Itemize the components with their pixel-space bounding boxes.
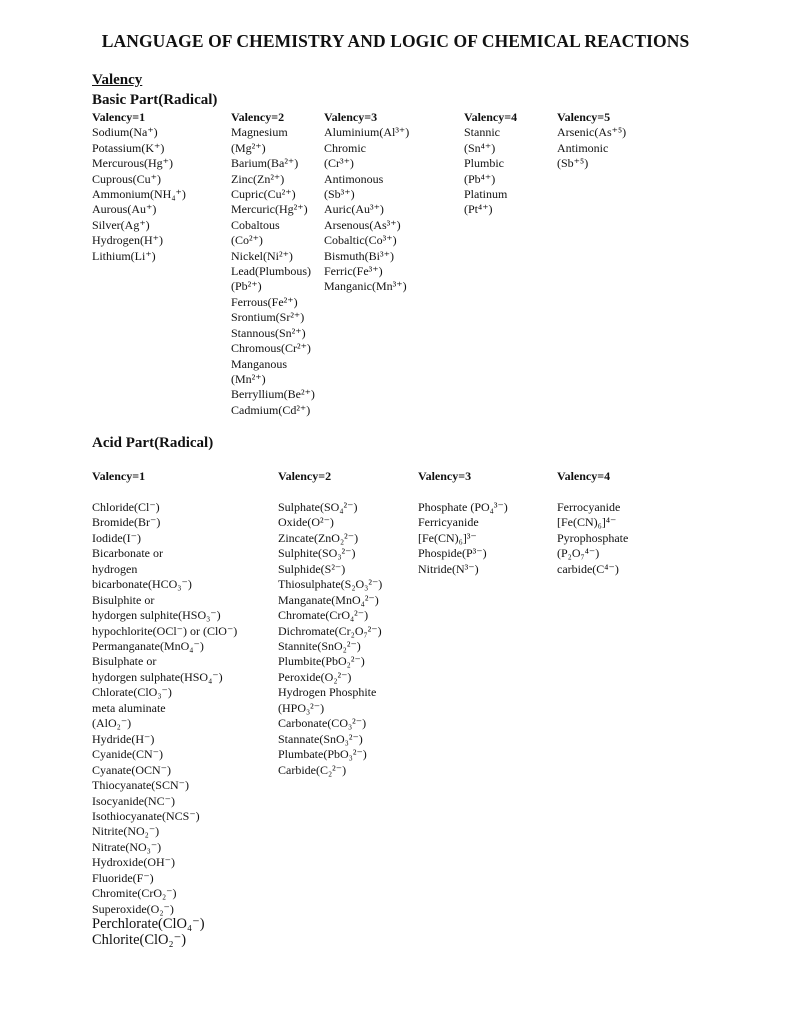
- radical-entry: Plumbate(PbO₃²⁻): [278, 747, 367, 762]
- radical-entry: Bisulphite or: [92, 592, 155, 607]
- radical-entry: Mercuric(Hg²⁺): [231, 202, 308, 217]
- radical-entry: Nitrite(NO₂⁻): [92, 824, 160, 839]
- radical-entry: Phospide(P³⁻): [418, 546, 487, 561]
- radical-entry: Stannite(SnO₂²⁻): [278, 639, 361, 654]
- radical-entry: Chromous(Cr²⁺): [231, 341, 311, 356]
- column-header: Valency=2: [231, 110, 285, 124]
- radical-entry: (Co²⁺): [231, 233, 263, 248]
- column-header: Valency=5: [557, 110, 611, 124]
- radical-entry: Berryllium(Be²⁺): [231, 387, 315, 402]
- radical-entry: Aluminium(Al³⁺): [324, 125, 410, 140]
- radical-entry: Cyanide(CN⁻): [92, 747, 163, 762]
- column-header: Valency=3: [418, 469, 472, 483]
- radical-entry: Bismuth(Bi³⁺): [324, 248, 394, 263]
- radical-entry: Silver(Ag⁺): [92, 217, 150, 232]
- radical-entry: hydorgen sulphate(HSO₄⁻): [92, 669, 223, 684]
- radical-entry: Ferrous(Fe²⁺): [231, 294, 298, 309]
- column-header: Valency=1: [92, 469, 146, 483]
- radical-entry: Manganic(Mn³⁺): [324, 279, 407, 294]
- radical-entry: Permanganate(MnO₄⁻): [92, 639, 204, 654]
- column-header: Valency=3: [324, 110, 378, 124]
- acid-column-valency-4: [557, 469, 628, 577]
- basic-column-valency-3: [324, 110, 409, 295]
- radical-entry: Hydrogen(H⁺): [92, 233, 163, 248]
- radical-entry: Srontium(Sr²⁺): [231, 310, 305, 325]
- radical-entry: Chlorate(ClO₃⁻): [92, 685, 172, 700]
- radical-entry: Antimonous: [324, 171, 384, 186]
- radical-entry: (Sn⁴⁺): [464, 140, 496, 155]
- radical-entry: Cobaltous: [231, 217, 280, 232]
- radical-entry: Sulphite(SO₃²⁻): [278, 546, 356, 561]
- radical-entry: (Sb³⁺): [324, 187, 355, 202]
- radical-entry: Auric(Au³⁺): [324, 202, 384, 217]
- radical-entry: Pyrophosphate: [557, 530, 629, 545]
- radical-entry: (Mn²⁺): [231, 371, 266, 386]
- radical-entry: hydorgen sulphite(HSO₃⁻): [92, 608, 221, 623]
- radical-entry: Lead(Plumbous): [231, 264, 311, 279]
- acid-part-heading: Acid Part(Radical): [92, 435, 214, 451]
- column-header: Valency=4: [557, 469, 611, 483]
- page-title: LANGUAGE OF CHEMISTRY AND LOGIC OF CHEMICAL REACTIONS: [101, 31, 690, 51]
- radical-entry: Plumbite(PbO₂²⁻): [278, 654, 365, 669]
- radical-entry: Carbide(C₂²⁻): [278, 762, 347, 777]
- basic-part-heading: Basic Part(Radical): [92, 92, 218, 108]
- radical-entry: Stannic: [464, 125, 500, 140]
- radical-entry: Chlorite(ClO₂⁻): [92, 931, 187, 948]
- radical-entry: Thiosulphate(S₂O₃²⁻): [278, 577, 383, 592]
- radical-entry: Arsenic(As⁺⁵): [557, 125, 627, 140]
- radical-entry: Antimonic: [557, 140, 609, 155]
- radical-entry: Sulphate(SO₄²⁻): [278, 499, 358, 514]
- radical-entry: Stannate(SnO₃²⁻): [278, 731, 363, 746]
- radical-entry: Potassium(K⁺): [92, 140, 165, 155]
- radical-entry: Mercurous(Hg⁺): [92, 156, 173, 171]
- radical-entry: hypochlorite(OCl⁻) or (ClO⁻): [92, 623, 238, 638]
- radical-entry: Bisulphate or: [92, 654, 157, 669]
- radical-entry: Nickel(Ni²⁺): [231, 248, 293, 263]
- radical-entry: Lithium(Li⁺): [92, 248, 156, 263]
- radical-entry: Platinum: [464, 187, 508, 202]
- radical-entry: [Fe(CN)₆]³⁻: [418, 530, 477, 545]
- radical-entry: Dichromate(Cr₂O₇²⁻): [278, 623, 382, 638]
- radical-entry: (Sb⁺⁵): [557, 156, 589, 171]
- radical-entry: Bicarbonate or: [92, 546, 163, 561]
- radical-entry: Isocyanide(NC⁻): [92, 793, 175, 808]
- radical-entry: (AlO₂⁻): [92, 716, 132, 731]
- radical-entry: Carbonate(CO₃²⁻): [278, 716, 367, 731]
- radical-entry: (Pb²⁺): [231, 279, 262, 294]
- radical-entry: bicarbonate(HCO₃⁻): [92, 577, 192, 592]
- radical-entry: Nitrate(NO₃⁻): [92, 839, 162, 854]
- acid-column-valency-1: [92, 469, 237, 948]
- radical-entry: Hydroxide(OH⁻): [92, 855, 175, 870]
- basic-column-valency-2: [231, 110, 315, 418]
- radical-entry: Thiocyanate(SCN⁻): [92, 778, 189, 793]
- radical-entry: Aurous(Au⁺): [92, 202, 157, 217]
- acid-column-valency-3: [418, 469, 508, 577]
- radical-entry: Stannous(Sn²⁺): [231, 325, 306, 340]
- radical-entry: Ferrocyanide: [557, 499, 621, 514]
- radical-entry: (P₂O₇⁴⁻): [557, 546, 600, 561]
- radical-entry: carbide(C⁴⁻): [557, 561, 619, 576]
- radical-entry: Manganous: [231, 356, 287, 371]
- radical-entry: Cobaltic(Co³⁺): [324, 233, 397, 248]
- acid-column-valency-2: [278, 469, 382, 778]
- radical-entry: Chromic: [324, 140, 366, 155]
- radical-entry: Cupric(Cu²⁺): [231, 187, 296, 202]
- column-header: Valency=4: [464, 110, 518, 124]
- radical-entry: [Fe(CN)₆]⁴⁻: [557, 515, 617, 530]
- radical-entry: meta aluminate: [92, 700, 166, 715]
- radical-entry: Perchlorate(ClO₄⁻): [92, 916, 205, 933]
- radical-entry: (Pb⁴⁺): [464, 171, 496, 186]
- radical-entry: Ferricyanide: [418, 515, 479, 530]
- radical-entry: Oxide(O²⁻): [278, 515, 334, 530]
- radical-entry: Fluoride(F⁻): [92, 870, 154, 885]
- radical-entry: Barium(Ba²⁺): [231, 156, 299, 171]
- radical-entry: Bromide(Br⁻): [92, 515, 161, 530]
- radical-entry: Zinc(Zn²⁺): [231, 171, 285, 186]
- radical-entry: Phosphate (PO₄³⁻): [418, 499, 508, 514]
- radical-entry: Peroxide(O₂²⁻): [278, 669, 352, 684]
- radical-entry: Chromate(CrO₄²⁻): [278, 608, 369, 623]
- radical-entry: Chloride(Cl⁻): [92, 499, 160, 514]
- radical-entry: Cadmium(Cd²⁺): [231, 402, 311, 417]
- radical-entry: Cyanate(OCN⁻): [92, 762, 171, 777]
- radical-entry: Manganate(MnO₄²⁻): [278, 592, 379, 607]
- radical-entry: Ferric(Fe³⁺): [324, 264, 383, 279]
- column-header: Valency=2: [278, 469, 332, 483]
- radical-entry: Iodide(I⁻): [92, 530, 141, 545]
- radical-entry: Hydrogen Phosphite: [278, 685, 377, 700]
- radical-entry: Superoxide(O₂⁻): [92, 901, 174, 916]
- radical-entry: Ammonium(NH₄⁺): [92, 187, 186, 202]
- radical-entry: Hydride(H⁻): [92, 731, 155, 746]
- radical-entry: (Pt⁴⁺): [464, 202, 493, 217]
- column-header: Valency=1: [92, 110, 146, 124]
- radical-entry: Chromite(CrO₂⁻): [92, 886, 177, 901]
- radical-entry: Plumbic: [464, 156, 505, 171]
- radical-entry: Magnesium: [231, 125, 288, 140]
- radical-entry: Nitride(N³⁻): [418, 561, 479, 576]
- valency-heading: Valency: [92, 72, 143, 88]
- radical-entry: (Cr³⁺): [324, 156, 354, 171]
- basic-column-valency-1: [92, 110, 186, 264]
- radical-entry: (HPO₃²⁻): [278, 700, 325, 715]
- radical-entry: Cuprous(Cu⁺): [92, 171, 161, 186]
- radical-entry: Sulphide(S²⁻): [278, 561, 346, 576]
- basic-column-valency-5: [557, 110, 626, 172]
- basic-column-valency-4: [464, 110, 517, 218]
- radical-entry: hydrogen: [92, 561, 138, 576]
- radical-entry: Arsenous(As³⁺): [324, 217, 401, 232]
- radical-entry: Zincate(ZnO₂²⁻): [278, 530, 359, 545]
- radical-entry: (Mg²⁺): [231, 140, 266, 155]
- radical-entry: Sodium(Na⁺): [92, 125, 158, 140]
- radical-entry: Isothiocyanate(NCS⁻): [92, 809, 200, 824]
